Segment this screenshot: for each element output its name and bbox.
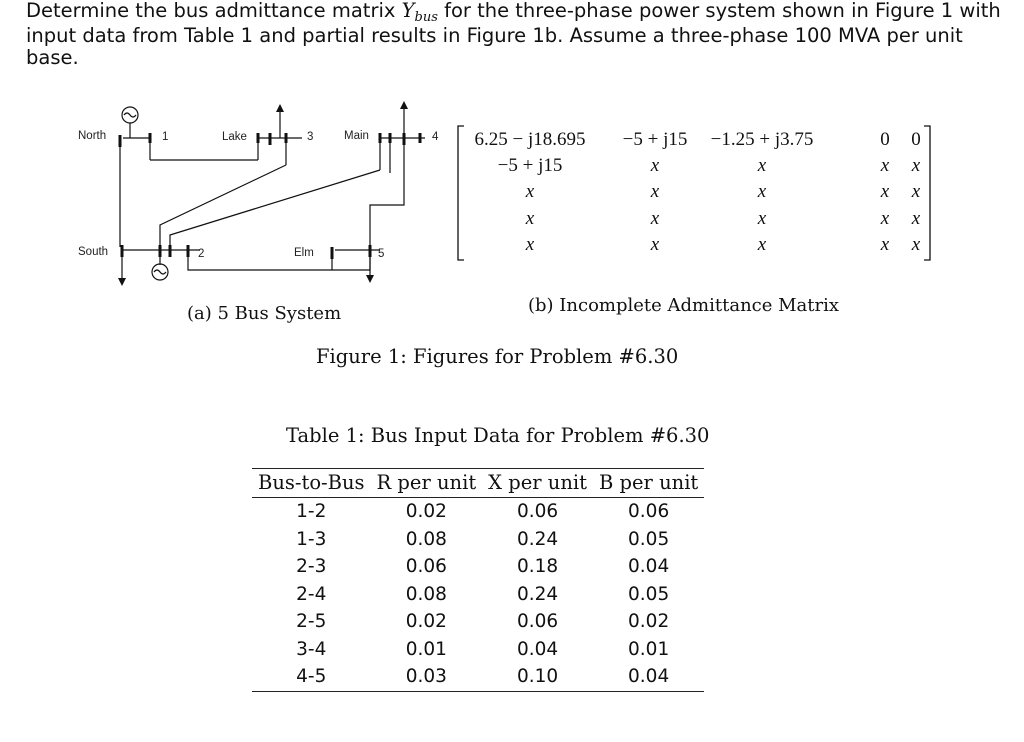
bus-name-north: North — [78, 130, 107, 142]
cell: 0.06 — [405, 556, 447, 577]
matrix-cell-1-1: 6.25 − j18.695 — [474, 129, 586, 150]
matrix-cell-3-3: x — [757, 181, 767, 202]
cell: 0.24 — [516, 528, 559, 550]
cell: 0.01 — [405, 638, 447, 660]
matrix-cell-3-1: x — [525, 181, 535, 202]
cell: 0.06 — [516, 501, 559, 522]
cell: 0.06 — [516, 611, 559, 632]
table-row — [252, 636, 704, 664]
admittance-matrix — [455, 123, 935, 263]
matrix-cell-4-5: x — [911, 208, 921, 229]
cell: 0.02 — [628, 611, 670, 632]
matrix-cell-1-5: 0 — [911, 129, 921, 150]
load-arrow-south-icon — [118, 278, 126, 286]
matrix-cell-2-2: x — [650, 155, 660, 176]
bus-name-lake: Lake — [222, 131, 247, 143]
bus-num-2: 2 — [198, 248, 205, 260]
matrix-cell-2-3: x — [757, 155, 767, 176]
cell: 0.24 — [516, 583, 559, 605]
problem-statement — [26, 0, 1006, 69]
table-row — [252, 663, 704, 691]
matrix-cell-2-5: x — [911, 155, 921, 176]
matrix-cell-3-5: x — [911, 181, 921, 202]
bus-name-main: Main — [344, 130, 369, 142]
cell: 4-5 — [252, 663, 371, 691]
bus-num-1: 1 — [162, 131, 169, 143]
cell: 0.04 — [593, 663, 704, 691]
header-r: R per unit — [371, 469, 483, 498]
bus-name-elm: Elm — [294, 247, 314, 259]
matrix-cell-4-1: x — [525, 208, 535, 229]
problem-text-2: for the three-phase power system shown in Figure 1 with input data from Table 1 and partial results in Figure 1b. Assume a three-phase 100 MVA per unit base. — [26, 0, 1001, 69]
matrix-cell-1-3: −1.25 + j3.75 — [710, 129, 814, 150]
cell: 2-4 — [296, 583, 327, 605]
matrix-cell-4-2: x — [650, 208, 660, 229]
cell: 0.02 — [405, 611, 447, 632]
load-arrow-bus5-icon — [366, 275, 374, 283]
figure-caption: Figure 1: Figures for Problem #6.30 — [316, 345, 679, 368]
matrix-cell-2-1: −5 + j15 — [497, 155, 563, 176]
cell: 0.01 — [628, 638, 670, 660]
table-caption: Table 1: Bus Input Data for Problem #6.30 — [286, 424, 710, 447]
bus-input-table — [252, 468, 704, 692]
bus-num-5: 5 — [378, 248, 385, 260]
matrix-cell-2-4: x — [880, 155, 890, 176]
table-row — [252, 553, 704, 581]
cell: 0.08 — [405, 583, 447, 605]
cell: 0.05 — [628, 528, 670, 550]
cell: 2-3 — [296, 556, 327, 577]
matrix-cell-1-2: −5 + j15 — [622, 129, 688, 150]
cell: 0.18 — [516, 556, 559, 577]
problem-text-1: Determine the bus admittance matrix — [26, 0, 402, 22]
table-row — [252, 608, 704, 636]
table-row — [252, 526, 704, 554]
cell: 0.08 — [405, 528, 447, 550]
right-bracket — [924, 126, 930, 260]
table-header-row — [252, 469, 704, 498]
header-b: B per unit — [593, 469, 704, 498]
cell: 0.02 — [405, 501, 447, 522]
header-x: X per unit — [482, 469, 593, 498]
load-arrow-main-icon — [400, 101, 408, 109]
matrix-cell-5-2: x — [650, 234, 660, 255]
diagram-caption: (a) 5 Bus System — [187, 303, 342, 324]
matrix-cell-5-5: x — [911, 234, 921, 255]
left-bracket — [458, 126, 464, 260]
cell: 0.06 — [628, 501, 670, 522]
matrix-cell-5-4: x — [880, 234, 890, 255]
load-arrow-lake-icon — [276, 104, 284, 112]
matrix-cell-3-4: x — [880, 181, 890, 202]
matrix-cell-1-4: 0 — [880, 129, 890, 150]
table-row — [252, 581, 704, 609]
matrix-cell-4-4: x — [880, 208, 890, 229]
cell: 1-3 — [296, 528, 327, 550]
bus-name-south: South — [78, 246, 109, 258]
matrix-cell-5-3: x — [757, 234, 767, 255]
cell: 0.03 — [371, 663, 483, 691]
y-symbol: Y — [401, 0, 415, 22]
cell: 3-4 — [296, 638, 327, 660]
table-row — [252, 498, 704, 526]
bus-num-3: 3 — [307, 131, 314, 143]
cell: 0.10 — [482, 663, 593, 691]
matrix-caption: (b) Incomplete Admittance Matrix — [528, 295, 840, 316]
cell: 2-5 — [296, 611, 327, 632]
matrix-cell-3-2: x — [650, 181, 660, 202]
y-subscript: bus — [414, 10, 438, 25]
cell: 0.05 — [628, 583, 670, 605]
cell: 0.04 — [516, 638, 559, 660]
cell: 1-2 — [296, 501, 327, 522]
matrix-cell-4-3: x — [757, 208, 767, 229]
cell: 0.04 — [628, 556, 670, 577]
matrix-cell-5-1: x — [525, 234, 535, 255]
header-bus-to-bus: Bus-to-Bus — [252, 469, 371, 498]
bus-num-4: 4 — [432, 131, 439, 143]
five-bus-diagram — [70, 95, 440, 295]
